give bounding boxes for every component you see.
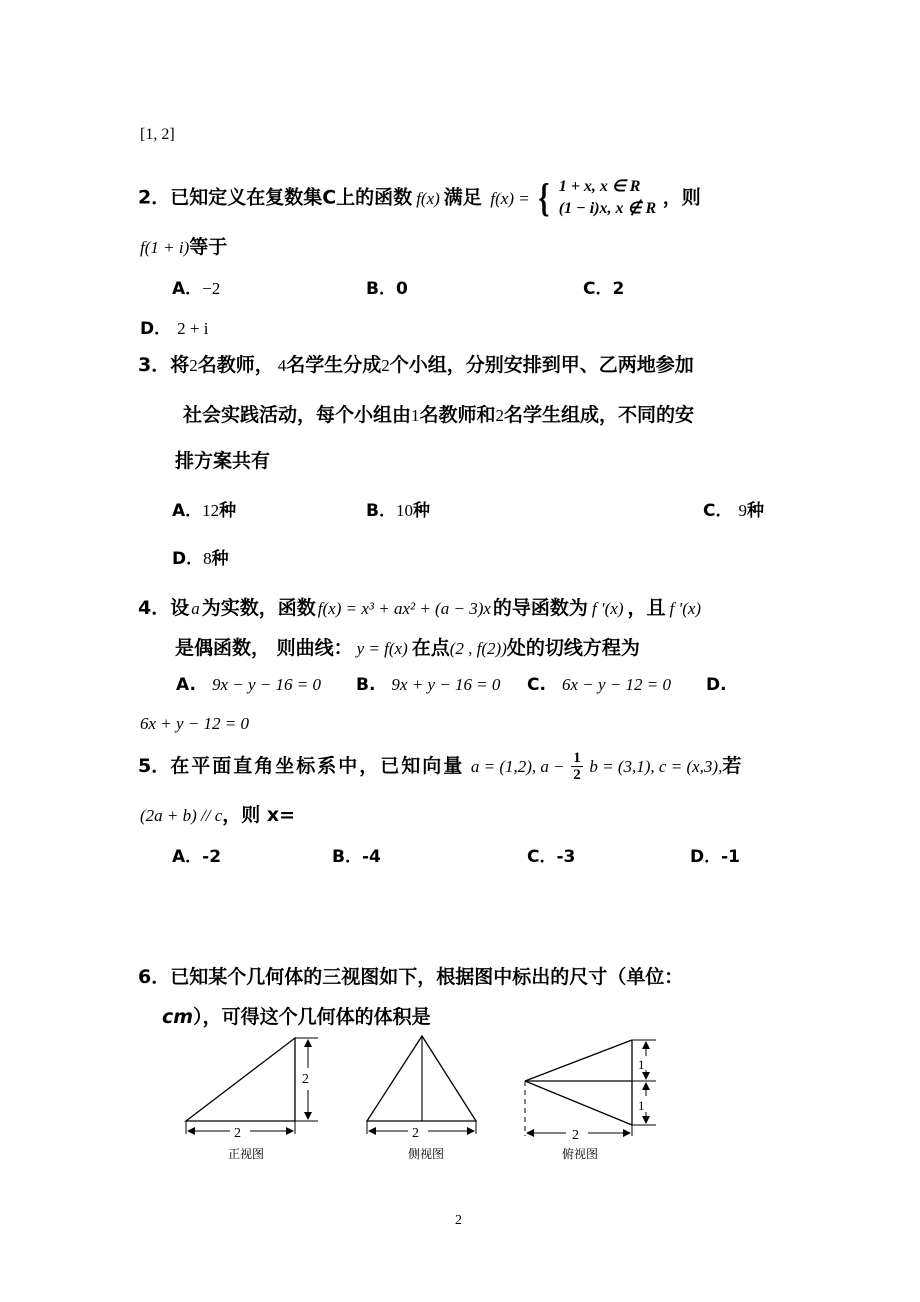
piecewise-case-1: 1 + x, x ∈ R <box>558 178 641 195</box>
question-2-option-c: C．2 <box>583 279 625 299</box>
question-2-text-c: ，则 <box>662 186 701 209</box>
question-2-fx: f(x) <box>416 188 440 208</box>
top-view <box>525 1040 656 1161</box>
question-2-f1i: f(1 + i) <box>140 238 190 257</box>
question-5-option-b: B．-4 <box>332 847 381 867</box>
question-4-option-a: A. 9x − y − 16 = 0 <box>176 675 321 695</box>
front-view <box>186 1038 318 1161</box>
question-2-option-d: D． 2 + i <box>140 319 209 339</box>
question-4-option-c: C. 6x − y − 12 = 0 <box>527 675 671 695</box>
question-3-line-1: 3．将2名教师， 4名学生分成2个小组，分别安排到甲、乙两地参加 <box>138 354 694 376</box>
top-height-2-label: 1 <box>638 1098 645 1113</box>
previous-answer-interval: [1, 2] <box>140 126 175 143</box>
side-view-caption: 侧视图 <box>408 1147 445 1161</box>
question-2-text-b: 满足 <box>443 186 482 209</box>
front-width-label: 2 <box>234 1126 241 1141</box>
question-5-option-a: A．-2 <box>172 847 222 867</box>
question-4-line-2: 是偶函数， 则曲线： y = f(x) 在点(2 , f(2))处的切线方程为 <box>175 637 640 659</box>
side-width-label: 2 <box>412 1126 419 1141</box>
question-6-line-1: 6．已知某个几何体的三视图如下，根据图中标出的尺寸（单位： <box>138 966 684 988</box>
question-2-option-a: A．−2 <box>172 279 221 299</box>
question-6-line-2: cm），可得这个几何体的体积是 <box>162 1006 431 1028</box>
top-view-caption: 俯视图 <box>562 1147 599 1161</box>
question-3-option-d: D．8种 <box>172 549 229 569</box>
question-2-fx-def: f(x) = <box>490 188 530 208</box>
question-3-number: 3． <box>138 354 171 376</box>
question-3-option-a: A．12种 <box>172 501 237 521</box>
question-3-line-3: 排方案共有 <box>175 450 271 472</box>
question-4-line-1: 4．设 a 为实数，函数 f(x) = x³ + ax² + (a − 3)x 的导函数为 f ′(x) ，且 f ′(x) <box>138 597 702 619</box>
question-2-text-a: 已知定义在复数集C上的函数 <box>170 186 413 209</box>
question-3-line-2: 社会实践活动，每个小组由1名教师和2名学生组成，不同的安 <box>183 404 695 426</box>
fraction-half: $\frac{1}{2}$ <box>573 750 581 783</box>
top-width-label: 2 <box>572 1128 579 1143</box>
question-3-option-c: C． 9种 <box>703 501 764 521</box>
question-4-option-d-value: 6x + y − 12 = 0 <box>140 714 250 733</box>
question-2-number: 2． <box>138 186 171 209</box>
question-2-option-b: B．0 <box>366 279 408 299</box>
piecewise-case-2: (1 − i)x, x ∉ R <box>558 200 657 217</box>
front-view-caption: 正视图 <box>228 1147 265 1161</box>
question-4-option-d-label: D. <box>706 675 727 695</box>
piecewise-brace: { <box>538 175 550 220</box>
top-height-1-label: 1 <box>638 1057 645 1072</box>
question-5-option-c: C．-3 <box>527 847 576 867</box>
question-4-option-b: B. 9x + y − 16 = 0 <box>356 675 501 695</box>
front-height-label: 2 <box>302 1072 309 1087</box>
page-number: 2 <box>455 1213 462 1228</box>
question-5-option-d: D．-1 <box>690 847 741 867</box>
question-3-option-b: B．10种 <box>366 501 430 521</box>
question-5-line-2: (2a + b) // c，则 x= <box>140 804 296 826</box>
question-5-line-1: 5．在平面直角坐标系中，已知向量 a = (1,2), a − $\frac{1}{2}$ b = (3,1), c = (x,3),若 <box>138 750 742 783</box>
vector-a: a = (1,2), a − <box>470 757 565 776</box>
question-2-dengyu: 等于 <box>189 236 228 258</box>
vector-b-c: b = (3,1), c = (x,3), <box>589 757 723 776</box>
question-4-function: f(x) = x³ + ax² + (a − 3)x <box>317 599 491 618</box>
side-view <box>367 1036 476 1161</box>
